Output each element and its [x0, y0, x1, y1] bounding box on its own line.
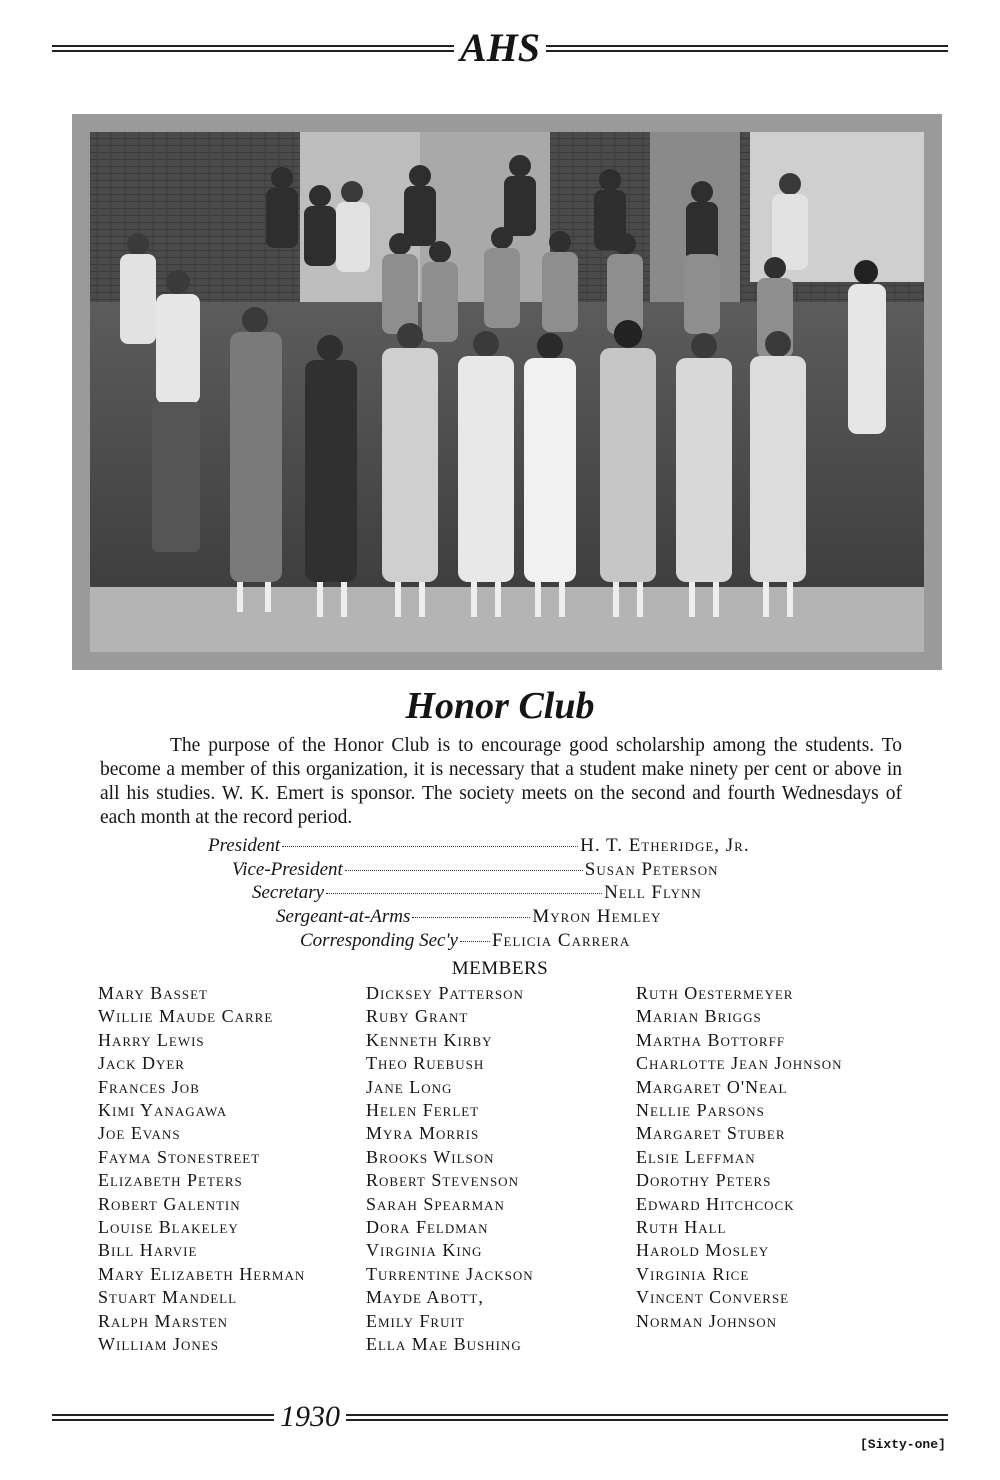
header-rule-left: [52, 45, 454, 52]
member-name: Vincent Converse: [636, 1287, 790, 1308]
members-column-2: [366, 982, 534, 1357]
member-name: Theo Ruebush: [366, 1053, 485, 1074]
page-header: [52, 25, 948, 70]
member-name: Dicksey Patterson: [366, 983, 524, 1003]
member-name: Ruth Hall: [636, 1217, 727, 1238]
member-name: Elizabeth Peters: [98, 1170, 243, 1191]
members-column-1: [98, 982, 305, 1357]
officer-role: Vice-President: [232, 859, 343, 880]
member-name: Bill Harvie: [98, 1240, 198, 1261]
member-name: Emily Fruit: [366, 1310, 465, 1331]
club-title: Honor Club: [405, 685, 595, 727]
member-name: Willie Maude Carre: [98, 1006, 274, 1027]
member-name: Mary Elizabeth Herman: [98, 1263, 306, 1284]
leader-dots: [345, 870, 583, 871]
group-photo: [90, 132, 924, 652]
year: 1930: [280, 1400, 340, 1433]
member-name: Turrentine Jackson: [366, 1263, 534, 1284]
member-name: Martha Bottorff: [636, 1029, 786, 1050]
member-name: Jack Dyer: [98, 1053, 185, 1074]
officer-secretary: [252, 881, 702, 904]
member-name: Robert Galentin: [98, 1193, 241, 1214]
leader-dots: [326, 893, 602, 894]
member-name: Jane Long: [366, 1076, 453, 1097]
officer-vice-president: [232, 858, 719, 881]
leader-dots: [282, 846, 578, 847]
member-name: Fayma Stonestreet: [98, 1146, 261, 1167]
member-name: Ruby Grant: [366, 1006, 469, 1027]
officer-name: Susan Peterson: [584, 859, 719, 880]
officer-name: Myron Hemley: [532, 906, 662, 927]
member-name: Frances Job: [98, 1076, 200, 1097]
header-rule-right: [546, 45, 948, 52]
footer-rule-right: [346, 1414, 948, 1421]
member-name: Ella Mae Bushing: [366, 1334, 522, 1355]
member-name: William Jones: [98, 1334, 219, 1355]
school-name: AHS: [459, 25, 541, 70]
member-name: Louise Blakeley: [98, 1217, 239, 1238]
member-name: Kimi Yanagawa: [98, 1100, 228, 1121]
leader-dots: [412, 917, 530, 918]
member-name: Harry Lewis: [98, 1029, 205, 1050]
member-name: Edward Hitchcock: [636, 1193, 795, 1214]
member-name: Ruth Oestermeyer: [636, 983, 794, 1003]
officer-sergeant-at-arms: [276, 905, 661, 928]
member-name: Margaret O'Neal: [636, 1076, 788, 1097]
officer-name: H. T. Etheridge, Jr.: [580, 835, 750, 856]
member-name: Harold Mosley: [636, 1240, 770, 1261]
member-name: Helen Ferlet: [366, 1100, 480, 1121]
club-purpose-paragraph: The purpose of the Honor Club is to encourage good scholarship among the students. To become a member of this organization, it is necessary that a student make ninety per cent or above in all his studies. W. K. Emert is sponsor. The society meets on the second and fourth Wednesdays of each month at the record period.: [100, 735, 902, 828]
page-footer: [52, 1402, 948, 1432]
members-column-3: [636, 982, 843, 1333]
members-heading: MEMBERS: [451, 958, 549, 979]
member-name: Nellie Parsons: [636, 1100, 765, 1121]
footer-rule-left: [52, 1414, 274, 1421]
member-name: Mary Basset: [98, 983, 208, 1003]
officer-role: Secretary: [252, 882, 325, 903]
member-name: Sarah Spearman: [366, 1193, 505, 1214]
member-name: Ralph Marsten: [98, 1310, 229, 1331]
member-name: Brooks Wilson: [366, 1146, 495, 1167]
officer-role: Sergeant-at-Arms: [276, 906, 411, 927]
member-name: Dora Feldman: [366, 1217, 489, 1238]
member-name: Dorothy Peters: [636, 1170, 772, 1191]
member-name: Marian Briggs: [636, 1006, 762, 1027]
group-photo-illustration: [90, 132, 924, 652]
member-name: Elsie Leffman: [636, 1146, 756, 1167]
member-name: Stuart Mandell: [98, 1287, 238, 1308]
officer-role: President: [208, 835, 281, 856]
officer-role: Corresponding Sec'y: [300, 930, 458, 951]
member-name: Robert Stevenson: [366, 1170, 519, 1191]
member-name: Mayde Abott,: [366, 1287, 484, 1308]
member-name: Charlotte Jean Johnson: [636, 1053, 843, 1074]
member-name: Margaret Stuber: [636, 1123, 786, 1144]
leader-dots: [460, 941, 490, 942]
officer-name: Nell Flynn: [604, 882, 702, 903]
member-name: Myra Morris: [366, 1123, 480, 1144]
photo-frame: [72, 114, 942, 670]
member-name: Norman Johnson: [636, 1310, 778, 1331]
member-name: Virginia Rice: [636, 1263, 750, 1284]
page-number: [Sixty-one]: [860, 1437, 946, 1452]
officer-corresponding-secretary: [300, 929, 630, 952]
member-name: Joe Evans: [98, 1123, 181, 1144]
officer-president: [208, 834, 750, 857]
officer-name: Felicia Carrera: [491, 930, 631, 951]
member-name: Kenneth Kirby: [366, 1029, 493, 1050]
member-name: Virginia King: [366, 1240, 483, 1261]
